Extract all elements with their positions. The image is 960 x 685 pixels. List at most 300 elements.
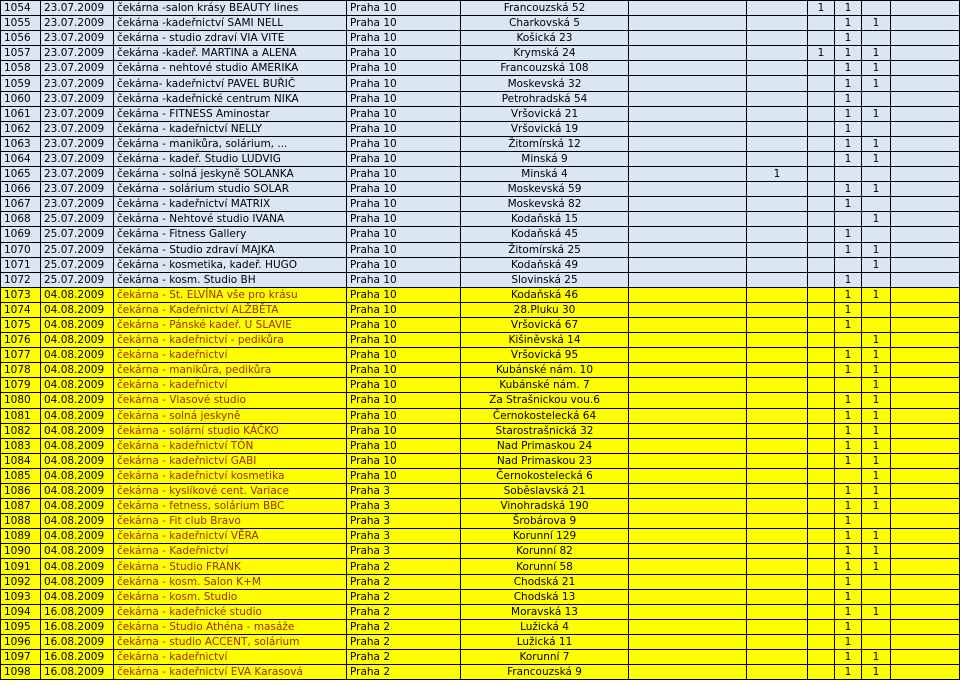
cell-address[interactable]: Minská 9: [461, 151, 629, 166]
cell-flag-3[interactable]: 1: [835, 302, 862, 317]
cell-empty[interactable]: [629, 136, 747, 151]
cell-flag-3[interactable]: 1: [835, 197, 862, 212]
cell-flag-3[interactable]: 1: [835, 1, 862, 16]
cell-description[interactable]: čekárna - kadeřnictví - pedikůra: [114, 333, 347, 348]
cell-flag-4[interactable]: 1: [862, 46, 891, 61]
cell-description[interactable]: čekárna -kadeřnictví SAMI NELL: [114, 16, 347, 31]
cell-flag-1[interactable]: [747, 1, 808, 16]
cell-flag-1[interactable]: [747, 453, 808, 468]
cell-flag-2[interactable]: [808, 514, 835, 529]
cell-date[interactable]: 16.08.2009: [41, 650, 114, 665]
cell-id[interactable]: 1081: [1, 408, 41, 423]
cell-empty[interactable]: [891, 151, 960, 166]
cell-date[interactable]: 16.08.2009: [41, 619, 114, 634]
cell-flag-4[interactable]: [862, 514, 891, 529]
cell-date[interactable]: 23.07.2009: [41, 197, 114, 212]
cell-description[interactable]: čekárna - solná jeskyně: [114, 408, 347, 423]
cell-date[interactable]: 16.08.2009: [41, 634, 114, 649]
cell-id[interactable]: 1061: [1, 106, 41, 121]
cell-description[interactable]: čekárna - Pánské kadeř. U SLAVIE: [114, 317, 347, 332]
cell-flag-1[interactable]: [747, 514, 808, 529]
cell-date[interactable]: 04.08.2009: [41, 317, 114, 332]
cell-flag-2[interactable]: [808, 242, 835, 257]
cell-address[interactable]: Petrohradská 54: [461, 91, 629, 106]
cell-id[interactable]: 1082: [1, 423, 41, 438]
cell-id[interactable]: 1054: [1, 1, 41, 16]
cell-flag-4[interactable]: [862, 634, 891, 649]
cell-address[interactable]: Korunní 7: [461, 650, 629, 665]
cell-date[interactable]: 04.08.2009: [41, 529, 114, 544]
cell-date[interactable]: 04.08.2009: [41, 484, 114, 499]
cell-address[interactable]: Vršovická 95: [461, 348, 629, 363]
cell-flag-4[interactable]: 1: [862, 468, 891, 483]
cell-address[interactable]: Vršovická 19: [461, 121, 629, 136]
cell-date[interactable]: 23.07.2009: [41, 167, 114, 182]
cell-city[interactable]: Praha 10: [347, 423, 461, 438]
cell-id[interactable]: 1078: [1, 363, 41, 378]
cell-city[interactable]: Praha 10: [347, 121, 461, 136]
cell-flag-2[interactable]: [808, 650, 835, 665]
cell-description[interactable]: čekárna - kadeřnictví VĚRA: [114, 529, 347, 544]
cell-flag-3[interactable]: 1: [835, 136, 862, 151]
cell-address[interactable]: Nad Primaskou 23: [461, 453, 629, 468]
cell-date[interactable]: 04.08.2009: [41, 378, 114, 393]
cell-flag-3[interactable]: 1: [835, 529, 862, 544]
cell-id[interactable]: 1097: [1, 650, 41, 665]
cell-address[interactable]: Za Strašnickou vou.6: [461, 393, 629, 408]
cell-id[interactable]: 1067: [1, 197, 41, 212]
cell-address[interactable]: Krymská 24: [461, 46, 629, 61]
cell-flag-4[interactable]: 1: [862, 106, 891, 121]
cell-flag-2[interactable]: [808, 499, 835, 514]
cell-description[interactable]: čekárna - studio ACCENT, solárium: [114, 634, 347, 649]
cell-description[interactable]: čekárna -salon krásy BEAUTY lines: [114, 1, 347, 16]
cell-flag-2[interactable]: [808, 378, 835, 393]
cell-city[interactable]: Praha 10: [347, 31, 461, 46]
cell-city[interactable]: Praha 10: [347, 46, 461, 61]
cell-flag-4[interactable]: 1: [862, 287, 891, 302]
cell-address[interactable]: Kišiněvská 14: [461, 333, 629, 348]
cell-city[interactable]: Praha 10: [347, 61, 461, 76]
cell-empty[interactable]: [629, 227, 747, 242]
cell-empty[interactable]: [629, 650, 747, 665]
cell-address[interactable]: Korunní 58: [461, 559, 629, 574]
cell-flag-1[interactable]: [747, 408, 808, 423]
cell-empty[interactable]: [891, 287, 960, 302]
cell-empty[interactable]: [629, 393, 747, 408]
cell-empty[interactable]: [629, 559, 747, 574]
cell-date[interactable]: 04.08.2009: [41, 453, 114, 468]
cell-flag-1[interactable]: [747, 468, 808, 483]
cell-flag-4[interactable]: [862, 574, 891, 589]
cell-flag-2[interactable]: [808, 197, 835, 212]
cell-description[interactable]: čekárna - kadeřnictví: [114, 650, 347, 665]
cell-flag-4[interactable]: 1: [862, 257, 891, 272]
cell-empty[interactable]: [891, 348, 960, 363]
cell-flag-1[interactable]: [747, 151, 808, 166]
cell-flag-4[interactable]: 1: [862, 650, 891, 665]
cell-empty[interactable]: [629, 61, 747, 76]
cell-flag-4[interactable]: 1: [862, 151, 891, 166]
cell-address[interactable]: Kubánské nám. 10: [461, 363, 629, 378]
cell-empty[interactable]: [891, 46, 960, 61]
cell-address[interactable]: Kodaňská 45: [461, 227, 629, 242]
cell-empty[interactable]: [891, 438, 960, 453]
cell-id[interactable]: 1086: [1, 484, 41, 499]
cell-flag-1[interactable]: [747, 484, 808, 499]
cell-description[interactable]: čekárna - kadeřnictví kosmetika: [114, 468, 347, 483]
cell-description[interactable]: čekárna -kadeřnické centrum NIKA: [114, 91, 347, 106]
cell-empty[interactable]: [629, 106, 747, 121]
cell-description[interactable]: čekárna - solárium studio SOLAR: [114, 182, 347, 197]
cell-flag-4[interactable]: 1: [862, 16, 891, 31]
cell-flag-2[interactable]: [808, 287, 835, 302]
cell-city[interactable]: Praha 10: [347, 348, 461, 363]
cell-empty[interactable]: [891, 212, 960, 227]
cell-address[interactable]: Vršovická 21: [461, 106, 629, 121]
cell-empty[interactable]: [891, 272, 960, 287]
cell-address[interactable]: Minská 4: [461, 167, 629, 182]
cell-city[interactable]: Praha 10: [347, 257, 461, 272]
cell-description[interactable]: čekárna - kosm. Studio: [114, 589, 347, 604]
cell-flag-3[interactable]: 1: [835, 46, 862, 61]
cell-address[interactable]: Korunní 129: [461, 529, 629, 544]
cell-id[interactable]: 1057: [1, 46, 41, 61]
cell-flag-4[interactable]: 1: [862, 242, 891, 257]
cell-description[interactable]: čekárna - kyslíkové cent. Variace: [114, 484, 347, 499]
cell-description[interactable]: čekárna- kadeřnictví PAVEL BUŘIČ: [114, 76, 347, 91]
cell-flag-2[interactable]: [808, 438, 835, 453]
cell-flag-4[interactable]: [862, 302, 891, 317]
cell-address[interactable]: Francouzská 108: [461, 61, 629, 76]
cell-empty[interactable]: [629, 408, 747, 423]
cell-flag-2[interactable]: [808, 453, 835, 468]
cell-flag-1[interactable]: [747, 393, 808, 408]
cell-description[interactable]: čekárna - Fitness Gallery: [114, 227, 347, 242]
cell-description[interactable]: čekárna - kadeřnictví EVA Karasová: [114, 665, 347, 680]
cell-description[interactable]: čekárna - kadeřnictví: [114, 348, 347, 363]
cell-city[interactable]: Praha 2: [347, 559, 461, 574]
cell-empty[interactable]: [891, 650, 960, 665]
cell-city[interactable]: Praha 10: [347, 16, 461, 31]
cell-flag-2[interactable]: [808, 317, 835, 332]
cell-empty[interactable]: [891, 453, 960, 468]
cell-city[interactable]: Praha 2: [347, 665, 461, 680]
cell-description[interactable]: čekárna - Nehtové studio IVANA: [114, 212, 347, 227]
cell-description[interactable]: čekárna - kadeř. Studio LUDVIG: [114, 151, 347, 166]
cell-flag-3[interactable]: 1: [835, 559, 862, 574]
cell-empty[interactable]: [629, 31, 747, 46]
cell-flag-2[interactable]: [808, 393, 835, 408]
cell-flag-1[interactable]: [747, 559, 808, 574]
cell-date[interactable]: 23.07.2009: [41, 106, 114, 121]
cell-flag-2[interactable]: 1: [808, 46, 835, 61]
cell-date[interactable]: 04.08.2009: [41, 499, 114, 514]
cell-city[interactable]: Praha 2: [347, 634, 461, 649]
cell-id[interactable]: 1087: [1, 499, 41, 514]
cell-flag-2[interactable]: [808, 665, 835, 680]
cell-description[interactable]: čekárna - manikůra, solárium, ...: [114, 136, 347, 151]
cell-empty[interactable]: [629, 544, 747, 559]
cell-flag-2[interactable]: [808, 559, 835, 574]
cell-city[interactable]: Praha 3: [347, 499, 461, 514]
cell-empty[interactable]: [891, 257, 960, 272]
cell-empty[interactable]: [629, 574, 747, 589]
cell-id[interactable]: 1062: [1, 121, 41, 136]
cell-address[interactable]: Moskevská 82: [461, 197, 629, 212]
cell-date[interactable]: 23.07.2009: [41, 46, 114, 61]
cell-flag-2[interactable]: [808, 619, 835, 634]
cell-description[interactable]: čekárna - Vlasové studio: [114, 393, 347, 408]
cell-flag-3[interactable]: [835, 257, 862, 272]
cell-empty[interactable]: [629, 529, 747, 544]
cell-flag-2[interactable]: [808, 302, 835, 317]
cell-empty[interactable]: [629, 665, 747, 680]
cell-date[interactable]: 04.08.2009: [41, 348, 114, 363]
cell-flag-4[interactable]: 1: [862, 61, 891, 76]
cell-empty[interactable]: [629, 287, 747, 302]
cell-description[interactable]: čekárna - Kadeřnictví ALŽBĚTA: [114, 302, 347, 317]
cell-flag-4[interactable]: 1: [862, 363, 891, 378]
cell-flag-2[interactable]: [808, 16, 835, 31]
cell-empty[interactable]: [629, 121, 747, 136]
cell-flag-3[interactable]: 1: [835, 61, 862, 76]
cell-flag-3[interactable]: 1: [835, 76, 862, 91]
cell-description[interactable]: čekárna - kosm. Salon K+M: [114, 574, 347, 589]
cell-empty[interactable]: [629, 167, 747, 182]
cell-date[interactable]: 23.07.2009: [41, 182, 114, 197]
cell-flag-3[interactable]: 1: [835, 604, 862, 619]
cell-empty[interactable]: [629, 272, 747, 287]
cell-date[interactable]: 16.08.2009: [41, 604, 114, 619]
cell-flag-2[interactable]: [808, 182, 835, 197]
cell-flag-1[interactable]: [747, 257, 808, 272]
cell-flag-3[interactable]: 1: [835, 91, 862, 106]
cell-id[interactable]: 1064: [1, 151, 41, 166]
cell-id[interactable]: 1077: [1, 348, 41, 363]
cell-description[interactable]: čekárna - Kadeřnictví: [114, 544, 347, 559]
cell-date[interactable]: 04.08.2009: [41, 287, 114, 302]
cell-flag-2[interactable]: [808, 589, 835, 604]
cell-flag-1[interactable]: [747, 634, 808, 649]
cell-description[interactable]: čekárna - St. ELVÍNA vše pro krásu: [114, 287, 347, 302]
cell-city[interactable]: Praha 10: [347, 136, 461, 151]
cell-empty[interactable]: [629, 197, 747, 212]
cell-flag-4[interactable]: 1: [862, 333, 891, 348]
cell-flag-4[interactable]: 1: [862, 559, 891, 574]
cell-empty[interactable]: [629, 302, 747, 317]
cell-id[interactable]: 1069: [1, 227, 41, 242]
cell-empty[interactable]: [629, 242, 747, 257]
cell-empty[interactable]: [891, 317, 960, 332]
cell-flag-2[interactable]: [808, 363, 835, 378]
cell-date[interactable]: 04.08.2009: [41, 438, 114, 453]
cell-flag-4[interactable]: 1: [862, 182, 891, 197]
cell-flag-2[interactable]: [808, 604, 835, 619]
cell-address[interactable]: Francouzská 52: [461, 1, 629, 16]
cell-empty[interactable]: [891, 197, 960, 212]
cell-empty[interactable]: [891, 302, 960, 317]
cell-flag-3[interactable]: 1: [835, 634, 862, 649]
cell-date[interactable]: 25.07.2009: [41, 242, 114, 257]
cell-city[interactable]: Praha 10: [347, 91, 461, 106]
cell-empty[interactable]: [891, 363, 960, 378]
cell-description[interactable]: čekárna - Studio Athéna - masáže: [114, 619, 347, 634]
cell-description[interactable]: čekárna - kadeřnictví: [114, 378, 347, 393]
cell-city[interactable]: Praha 2: [347, 650, 461, 665]
cell-address[interactable]: Moskevská 32: [461, 76, 629, 91]
cell-city[interactable]: Praha 10: [347, 438, 461, 453]
cell-address[interactable]: Lužická 11: [461, 634, 629, 649]
cell-empty[interactable]: [891, 484, 960, 499]
cell-city[interactable]: Praha 10: [347, 242, 461, 257]
cell-date[interactable]: 04.08.2009: [41, 408, 114, 423]
cell-city[interactable]: Praha 10: [347, 317, 461, 332]
cell-flag-4[interactable]: 1: [862, 348, 891, 363]
cell-flag-1[interactable]: [747, 91, 808, 106]
cell-id[interactable]: 1060: [1, 91, 41, 106]
cell-flag-3[interactable]: 1: [835, 151, 862, 166]
cell-date[interactable]: 25.07.2009: [41, 212, 114, 227]
cell-flag-1[interactable]: [747, 287, 808, 302]
cell-flag-2[interactable]: [808, 257, 835, 272]
cell-flag-3[interactable]: 1: [835, 287, 862, 302]
cell-address[interactable]: Nad Primaskou 24: [461, 438, 629, 453]
cell-id[interactable]: 1090: [1, 544, 41, 559]
cell-description[interactable]: čekárna - kosmetika, kadeř. HUGO: [114, 257, 347, 272]
cell-date[interactable]: 04.08.2009: [41, 514, 114, 529]
cell-flag-1[interactable]: [747, 378, 808, 393]
cell-flag-4[interactable]: 1: [862, 665, 891, 680]
cell-address[interactable]: Charkovská 5: [461, 16, 629, 31]
cell-description[interactable]: čekárna - Studio FRANK: [114, 559, 347, 574]
cell-empty[interactable]: [891, 393, 960, 408]
cell-empty[interactable]: [629, 604, 747, 619]
cell-description[interactable]: čekárna - manikůra, pedikůra: [114, 363, 347, 378]
cell-flag-2[interactable]: [808, 408, 835, 423]
cell-empty[interactable]: [891, 514, 960, 529]
cell-flag-2[interactable]: [808, 634, 835, 649]
cell-address[interactable]: Starostrašnická 32: [461, 423, 629, 438]
cell-flag-1[interactable]: [747, 529, 808, 544]
cell-flag-4[interactable]: 1: [862, 484, 891, 499]
cell-flag-2[interactable]: [808, 106, 835, 121]
cell-flag-2[interactable]: [808, 574, 835, 589]
cell-date[interactable]: 04.08.2009: [41, 333, 114, 348]
cell-flag-1[interactable]: [747, 544, 808, 559]
cell-city[interactable]: Praha 10: [347, 212, 461, 227]
cell-city[interactable]: Praha 3: [347, 514, 461, 529]
cell-flag-1[interactable]: [747, 121, 808, 136]
cell-empty[interactable]: [891, 61, 960, 76]
cell-description[interactable]: čekárna - kadeřnictví MATRIX: [114, 197, 347, 212]
cell-empty[interactable]: [891, 378, 960, 393]
cell-empty[interactable]: [891, 227, 960, 242]
cell-flag-2[interactable]: [808, 91, 835, 106]
cell-flag-3[interactable]: 1: [835, 408, 862, 423]
cell-flag-1[interactable]: [747, 574, 808, 589]
cell-id[interactable]: 1094: [1, 604, 41, 619]
cell-empty[interactable]: [891, 423, 960, 438]
cell-empty[interactable]: [629, 257, 747, 272]
cell-flag-2[interactable]: [808, 151, 835, 166]
cell-flag-2[interactable]: [808, 167, 835, 182]
cell-flag-4[interactable]: 1: [862, 378, 891, 393]
cell-city[interactable]: Praha 3: [347, 484, 461, 499]
cell-city[interactable]: Praha 2: [347, 619, 461, 634]
cell-flag-3[interactable]: 1: [835, 121, 862, 136]
cell-empty[interactable]: [891, 136, 960, 151]
cell-city[interactable]: Praha 3: [347, 529, 461, 544]
cell-empty[interactable]: [629, 484, 747, 499]
cell-empty[interactable]: [891, 91, 960, 106]
cell-empty[interactable]: [891, 559, 960, 574]
cell-flag-4[interactable]: [862, 91, 891, 106]
cell-flag-4[interactable]: 1: [862, 604, 891, 619]
cell-city[interactable]: Praha 2: [347, 589, 461, 604]
cell-address[interactable]: Lužická 4: [461, 619, 629, 634]
cell-city[interactable]: Praha 3: [347, 544, 461, 559]
cell-flag-4[interactable]: 1: [862, 544, 891, 559]
cell-address[interactable]: Soběslavská 21: [461, 484, 629, 499]
cell-empty[interactable]: [891, 604, 960, 619]
cell-empty[interactable]: [891, 665, 960, 680]
cell-id[interactable]: 1083: [1, 438, 41, 453]
cell-date[interactable]: 25.07.2009: [41, 257, 114, 272]
cell-flag-4[interactable]: [862, 1, 891, 16]
cell-address[interactable]: Kubánské nám. 7: [461, 378, 629, 393]
cell-flag-3[interactable]: 1: [835, 182, 862, 197]
cell-description[interactable]: čekárna -kadeř. MARTINA a ALENA: [114, 46, 347, 61]
cell-flag-1[interactable]: [747, 197, 808, 212]
cell-flag-1[interactable]: [747, 242, 808, 257]
cell-date[interactable]: 23.07.2009: [41, 16, 114, 31]
cell-empty[interactable]: [629, 317, 747, 332]
cell-date[interactable]: 04.08.2009: [41, 544, 114, 559]
cell-flag-4[interactable]: 1: [862, 438, 891, 453]
cell-flag-2[interactable]: 1: [808, 1, 835, 16]
cell-city[interactable]: Praha 10: [347, 408, 461, 423]
cell-empty[interactable]: [629, 333, 747, 348]
cell-empty[interactable]: [629, 514, 747, 529]
cell-flag-2[interactable]: [808, 31, 835, 46]
cell-flag-4[interactable]: 1: [862, 499, 891, 514]
cell-id[interactable]: 1066: [1, 182, 41, 197]
cell-flag-2[interactable]: [808, 61, 835, 76]
cell-date[interactable]: 04.08.2009: [41, 393, 114, 408]
cell-flag-2[interactable]: [808, 468, 835, 483]
cell-description[interactable]: čekárna - kosm. Studio BH: [114, 272, 347, 287]
cell-address[interactable]: Černokostelecká 6: [461, 468, 629, 483]
cell-flag-4[interactable]: [862, 167, 891, 182]
cell-address[interactable]: Chodská 21: [461, 574, 629, 589]
cell-id[interactable]: 1092: [1, 574, 41, 589]
cell-address[interactable]: Kodaňská 49: [461, 257, 629, 272]
cell-city[interactable]: Praha 10: [347, 1, 461, 16]
cell-flag-2[interactable]: [808, 272, 835, 287]
cell-empty[interactable]: [629, 438, 747, 453]
cell-empty[interactable]: [629, 453, 747, 468]
cell-description[interactable]: čekárna - kadeřnictví NELLY: [114, 121, 347, 136]
cell-city[interactable]: Praha 10: [347, 363, 461, 378]
cell-flag-1[interactable]: [747, 136, 808, 151]
cell-empty[interactable]: [629, 76, 747, 91]
cell-empty[interactable]: [891, 106, 960, 121]
cell-flag-1[interactable]: [747, 16, 808, 31]
cell-empty[interactable]: [891, 634, 960, 649]
cell-address[interactable]: Kodaňská 46: [461, 287, 629, 302]
cell-flag-2[interactable]: [808, 333, 835, 348]
